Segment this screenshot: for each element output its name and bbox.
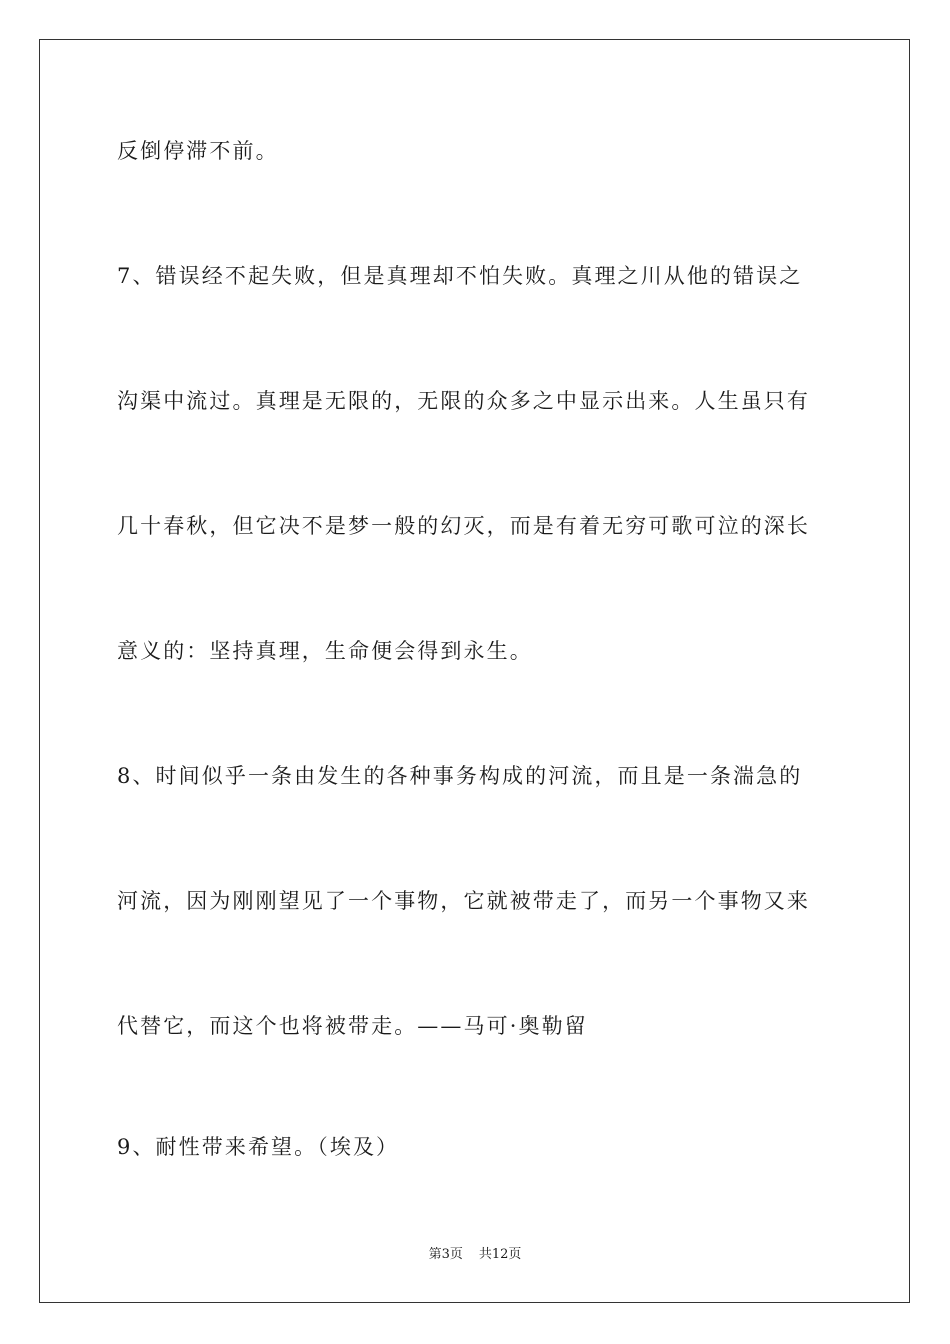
text-line: 9、耐性带来希望。（埃及） [117,1135,400,1159]
page-number: 第3页 [428,1247,463,1262]
text-line: 反倒停滞不前。 [117,139,279,163]
text-line: 几十春秋，但它决不是梦一般的幻灭，而是有着无穷可歌可泣的深长 [117,514,810,538]
text-line: 沟渠中流过。真理是无限的，无限的众多之中显示出来。人生虽只有 [117,389,810,413]
page-border [39,39,910,1303]
text-line: 河流，因为刚刚望见了一个事物，它就被带走了，而另一个事物又来 [117,889,810,913]
text-line: 意义的：坚持真理，生命便会得到永生。 [117,639,533,663]
page-footer [0,1247,950,1263]
text-line: 代替它，而这个也将被带走。——马可·奥勒留 [117,1014,588,1038]
page-total: 共12页 [478,1247,522,1262]
text-line: 7、错误经不起失败，但是真理却不怕失败。真理之川从他的错误之 [117,264,803,288]
text-line: 8、时间似乎一条由发生的各种事务构成的河流，而且是一条湍急的 [117,764,803,788]
